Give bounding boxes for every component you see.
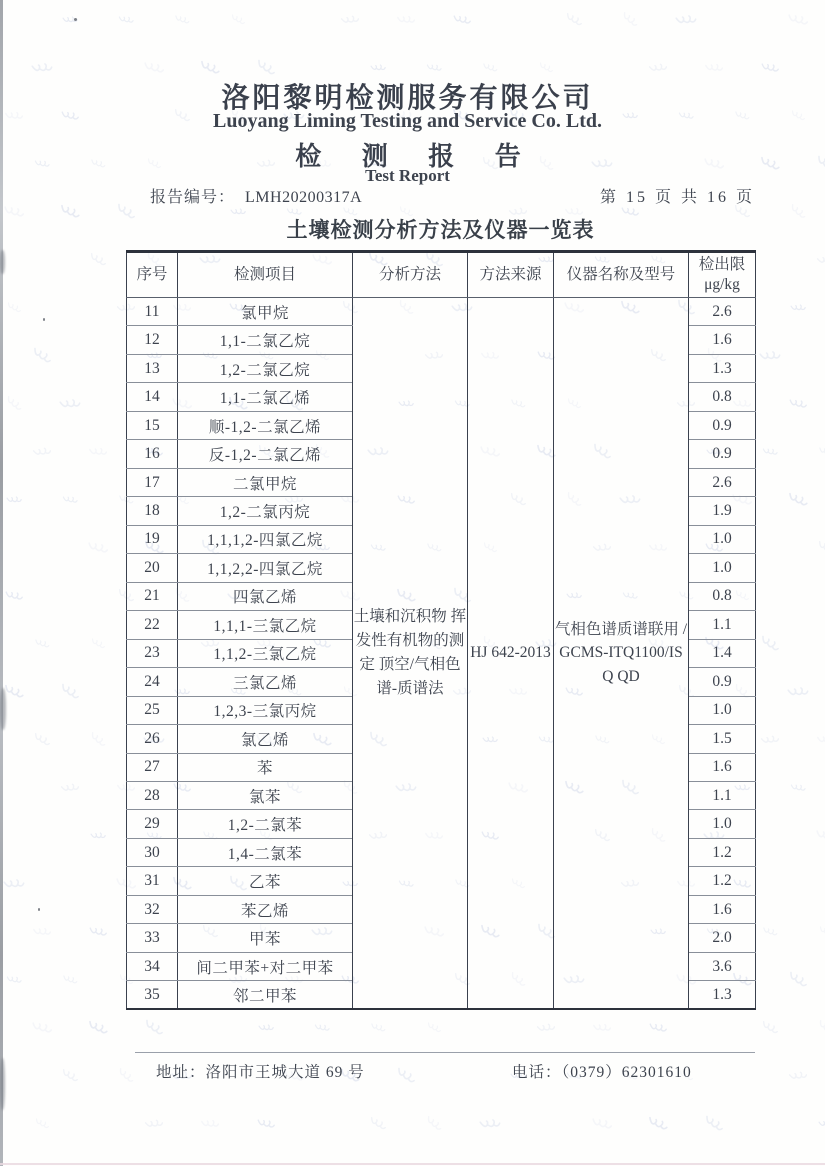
row-number-cell: 33 bbox=[127, 924, 178, 952]
watermark-logo bbox=[2, 393, 26, 414]
report-number-value: LMH20200317A bbox=[245, 189, 363, 206]
test-item-cell: 1,1,2,2-四氯乙烷 bbox=[178, 554, 353, 582]
methods-table bbox=[126, 250, 756, 1010]
watermark-logo bbox=[757, 632, 784, 655]
watermark-logo bbox=[89, 828, 108, 844]
table-title: 土壤检测分析方法及仪器一览表 bbox=[286, 218, 595, 242]
watermark-logo bbox=[141, 1016, 168, 1039]
instrument-cell: 气相色谱质谱联用 /GCMS-ITQ1100/ISQ QD bbox=[554, 298, 689, 1010]
watermark-logo bbox=[367, 1114, 390, 1133]
watermark-logo bbox=[393, 1064, 420, 1087]
watermark-logo bbox=[815, 827, 825, 844]
test-item-cell: 氯甲烷 bbox=[178, 298, 353, 326]
row-number-cell: 27 bbox=[127, 753, 178, 781]
watermark-logo bbox=[786, 201, 810, 222]
watermark-logo bbox=[118, 13, 136, 27]
method-source-cell: HJ 642-2013 bbox=[468, 298, 554, 1010]
watermark-logo bbox=[369, 60, 388, 76]
detection-limit-cell: 2.6 bbox=[689, 298, 756, 326]
watermark-logo bbox=[815, 249, 825, 269]
watermark-logo bbox=[426, 61, 444, 75]
watermark-logo bbox=[61, 12, 80, 28]
test-item-cell: 1,1-二氯乙烯 bbox=[178, 383, 353, 411]
test-item-cell: 1,2-二氯乙烷 bbox=[178, 354, 353, 382]
watermark-logo bbox=[591, 1115, 614, 1132]
row-number-cell: 29 bbox=[127, 810, 178, 838]
test-item-cell: 乙苯 bbox=[178, 867, 353, 895]
test-item-cell: 苯乙烯 bbox=[178, 895, 353, 923]
watermark-logo bbox=[647, 57, 671, 77]
watermark-logo bbox=[787, 1065, 811, 1085]
test-item-cell: 三氯乙烯 bbox=[178, 668, 353, 696]
row-number-cell: 21 bbox=[127, 582, 178, 610]
watermark-logo bbox=[760, 60, 781, 75]
watermark-logo bbox=[818, 445, 825, 458]
col-header-instrument: 仪器名称及型号 bbox=[554, 252, 689, 298]
detection-limit-cell: 1.2 bbox=[689, 838, 756, 866]
test-item-cell: 反-1,2-二氯乙烯 bbox=[178, 440, 353, 468]
watermark-logo bbox=[31, 730, 54, 749]
test-item-cell: 氯乙烯 bbox=[178, 725, 353, 753]
detection-limit-cell: 1.6 bbox=[689, 753, 756, 781]
watermark-logo bbox=[815, 538, 825, 557]
company-name-cn: 洛阳黎明检测服务有限公司 bbox=[221, 83, 594, 114]
test-item-cell: 1,2,3-三氯丙烷 bbox=[178, 696, 353, 724]
detection-limit-cell: 1.2 bbox=[689, 867, 756, 895]
watermark-logo bbox=[59, 1066, 82, 1085]
test-item-cell: 1,1,2-三氯乙烷 bbox=[178, 639, 353, 667]
watermark-logo bbox=[87, 539, 110, 556]
detection-limit-cell: 1.5 bbox=[689, 725, 756, 753]
row-number-cell: 34 bbox=[127, 952, 178, 980]
row-number-cell: 16 bbox=[127, 440, 178, 468]
watermark-logo bbox=[757, 344, 784, 367]
col-header-limit bbox=[689, 252, 756, 298]
watermark-logo bbox=[31, 922, 53, 940]
watermark-logo bbox=[62, 493, 80, 507]
report-number-label: 报告编号： bbox=[150, 189, 236, 206]
row-number-cell: 25 bbox=[127, 696, 178, 724]
row-number-cell: 13 bbox=[127, 354, 178, 382]
row-number-cell: 20 bbox=[127, 554, 178, 582]
watermark-logo bbox=[29, 344, 56, 367]
row-number-cell: 19 bbox=[127, 525, 178, 553]
row-number-cell: 15 bbox=[127, 411, 178, 439]
watermark-logo bbox=[370, 1021, 387, 1034]
watermark-logo bbox=[314, 1021, 332, 1035]
watermark-logo bbox=[229, 12, 248, 27]
watermark-logo bbox=[87, 250, 110, 269]
scan-smudge bbox=[0, 688, 6, 730]
watermark-logo bbox=[89, 636, 108, 651]
scan-edge-artifact bbox=[0, 0, 3, 1166]
watermark-logo bbox=[785, 968, 812, 991]
row-number-cell: 26 bbox=[127, 725, 178, 753]
watermark-logo bbox=[817, 1116, 825, 1132]
test-item-cell: 1,2-二氯丙烷 bbox=[178, 497, 353, 525]
detection-limit-cell: 1.1 bbox=[689, 611, 756, 639]
watermark-logo bbox=[143, 1113, 167, 1133]
scan-edge-bottom bbox=[0, 1163, 825, 1165]
row-number-cell: 31 bbox=[127, 867, 178, 895]
detection-limit-cell: 1.1 bbox=[689, 781, 756, 809]
watermark-logo bbox=[759, 729, 783, 749]
watermark-logo bbox=[817, 924, 825, 939]
watermark-logo bbox=[174, 13, 191, 26]
watermark-logo bbox=[785, 680, 812, 703]
detection-limit-cell: 2.6 bbox=[689, 468, 756, 496]
report-number bbox=[126, 184, 362, 207]
watermark-logo bbox=[31, 1019, 54, 1036]
page-indicator: 第 15 页 共 16 页 bbox=[599, 189, 755, 206]
watermark-logo bbox=[815, 730, 825, 748]
watermark-logo bbox=[790, 781, 808, 795]
watermark-logo bbox=[143, 59, 166, 76]
row-number-cell: 32 bbox=[127, 895, 178, 923]
test-item-cell: 1,1,1,2-四氯乙烷 bbox=[178, 525, 353, 553]
footer-phone-value: （0379）62301610 bbox=[561, 1064, 692, 1081]
watermark-logo bbox=[673, 8, 700, 31]
test-item-cell: 1,1-二氯乙烷 bbox=[178, 326, 353, 354]
report-title-en: Test Report bbox=[365, 166, 450, 185]
watermark-logo bbox=[482, 61, 499, 74]
analysis-method-cell: 土壤和沉积物 挥发性有机物的测定 顶空/气相色谱-质谱法 bbox=[353, 298, 468, 1010]
footer-address-value: 洛阳市王城大道 69 号 bbox=[205, 1064, 365, 1081]
scan-speck bbox=[43, 318, 45, 321]
row-number-cell: 23 bbox=[127, 639, 178, 667]
table-row bbox=[127, 298, 756, 326]
detection-limit-cell: 2.0 bbox=[689, 924, 756, 952]
test-item-cell: 邻二甲苯 bbox=[178, 981, 353, 1009]
detection-limit-cell: 0.9 bbox=[689, 440, 756, 468]
watermark-logo bbox=[58, 202, 83, 222]
row-number-cell: 12 bbox=[127, 326, 178, 354]
detection-limit-cell: 1.0 bbox=[689, 525, 756, 553]
watermark-logo bbox=[114, 1065, 138, 1086]
detection-limit-cell: 1.0 bbox=[689, 696, 756, 724]
watermark-logo bbox=[648, 1020, 669, 1035]
watermark-logo bbox=[33, 1116, 52, 1131]
scan-speck bbox=[38, 908, 40, 911]
watermark-logo bbox=[814, 1017, 825, 1038]
detection-limit-cell: 1.0 bbox=[689, 810, 756, 838]
watermark-logo bbox=[57, 680, 84, 703]
watermark-logo bbox=[87, 442, 109, 460]
watermark-logo bbox=[256, 1116, 277, 1131]
detection-limit-cell: 1.0 bbox=[689, 554, 756, 582]
footer-address bbox=[156, 1060, 365, 1082]
row-number-cell: 11 bbox=[127, 298, 178, 326]
watermark-logo bbox=[537, 60, 556, 75]
watermark-logo bbox=[786, 490, 811, 510]
detection-limit-cell: 1.6 bbox=[689, 326, 756, 354]
col-header-limit-label: 检出限 bbox=[698, 255, 746, 273]
test-item-cell: 二氯甲烷 bbox=[178, 468, 353, 496]
test-item-cell: 四氯乙烯 bbox=[178, 582, 353, 610]
row-number-cell: 24 bbox=[127, 668, 178, 696]
test-item-cell: 间二甲苯+对二甲苯 bbox=[178, 952, 353, 980]
watermark-logo bbox=[34, 637, 51, 650]
watermark-logo bbox=[88, 924, 109, 939]
row-number-cell: 28 bbox=[127, 781, 178, 809]
row-number-cell: 18 bbox=[127, 497, 178, 525]
test-item-cell: 1,4-二氯苯 bbox=[178, 838, 353, 866]
detection-limit-cell: 3.6 bbox=[689, 952, 756, 980]
col-header-item: 检测项目 bbox=[178, 252, 353, 298]
watermark-logo bbox=[787, 11, 810, 28]
watermark-logo bbox=[703, 58, 725, 76]
detection-limit-cell: 1.3 bbox=[689, 981, 756, 1009]
watermark-logo bbox=[5, 492, 24, 508]
report-title-cn: 检 测 报 告 bbox=[295, 142, 538, 171]
col-header-no: 序号 bbox=[127, 252, 178, 298]
detection-limit-cell: 1.9 bbox=[689, 497, 756, 525]
watermark-logo bbox=[563, 10, 586, 29]
watermark-logo bbox=[57, 392, 84, 415]
watermark-logo bbox=[762, 925, 779, 938]
watermark-logo bbox=[452, 12, 473, 27]
col-header-source: 方法来源 bbox=[468, 252, 554, 298]
row-number-cell: 22 bbox=[127, 611, 178, 639]
col-header-limit-unit: μg/kg bbox=[704, 276, 740, 293]
row-number-cell: 35 bbox=[127, 981, 178, 1009]
test-item-cell: 氯苯 bbox=[178, 781, 353, 809]
detection-limit-cell: 1.3 bbox=[689, 354, 756, 382]
watermark-logo bbox=[198, 58, 223, 78]
detection-limit-cell: 1.4 bbox=[689, 639, 756, 667]
detection-limit-cell: 0.8 bbox=[689, 582, 756, 610]
watermark-logo bbox=[789, 300, 808, 316]
footer-phone-label: 电话： bbox=[512, 1064, 562, 1081]
watermark-logo bbox=[257, 1020, 276, 1036]
footer-divider bbox=[135, 1052, 755, 1053]
watermark-logo bbox=[339, 9, 363, 29]
row-number-cell: 17 bbox=[127, 468, 178, 496]
watermark-logo bbox=[86, 729, 110, 750]
footer-phone bbox=[512, 1060, 692, 1082]
watermark-logo bbox=[425, 1020, 444, 1035]
table-header-row bbox=[127, 252, 756, 298]
watermark-logo bbox=[62, 973, 79, 986]
watermark-logo bbox=[646, 1114, 671, 1134]
detection-limit-cell: 0.9 bbox=[689, 668, 756, 696]
watermark-logo bbox=[477, 1112, 504, 1135]
test-item-cell: 苯 bbox=[178, 753, 353, 781]
watermark-logo bbox=[701, 1112, 728, 1135]
watermark-logo bbox=[31, 441, 55, 461]
test-item-cell: 1,1,1-三氯乙烷 bbox=[178, 611, 353, 639]
detection-limit-cell: 0.8 bbox=[689, 383, 756, 411]
watermark-logo bbox=[4, 588, 25, 603]
company-name-en: Luoyang Liming Testing and Service Co. Ltd. bbox=[213, 110, 602, 132]
report-meta-row bbox=[126, 184, 755, 207]
watermark-logo bbox=[395, 10, 417, 28]
watermark-logo bbox=[199, 1114, 221, 1132]
watermark-logo bbox=[759, 1018, 782, 1037]
test-item-cell: 1,2-二氯苯 bbox=[178, 810, 353, 838]
scan-speck bbox=[74, 18, 77, 21]
watermark-logo bbox=[86, 1018, 111, 1038]
col-header-method: 分析方法 bbox=[353, 252, 468, 298]
watermark-logo bbox=[591, 1018, 613, 1036]
test-item-cell: 甲苯 bbox=[178, 924, 353, 952]
row-number-cell: 30 bbox=[127, 838, 178, 866]
watermark-logo bbox=[1, 872, 28, 895]
watermark-logo bbox=[5, 300, 24, 315]
watermark-logo bbox=[3, 203, 26, 220]
scan-smudge bbox=[0, 250, 5, 274]
watermark-logo bbox=[535, 1017, 559, 1037]
watermark-logo bbox=[788, 396, 809, 411]
row-number-cell: 14 bbox=[127, 383, 178, 411]
detection-limit-cell: 1.6 bbox=[689, 895, 756, 923]
watermark-logo bbox=[6, 973, 24, 987]
scan-smudge bbox=[0, 1058, 5, 1110]
test-item-cell: 顺-1,2-二氯乙烯 bbox=[178, 411, 353, 439]
footer-address-label: 地址： bbox=[156, 1064, 206, 1081]
watermark-logo bbox=[422, 1113, 446, 1134]
watermark-logo bbox=[59, 777, 83, 797]
watermark-logo bbox=[618, 9, 642, 30]
detection-limit-cell: 0.9 bbox=[689, 411, 756, 439]
watermark-logo bbox=[762, 445, 780, 459]
